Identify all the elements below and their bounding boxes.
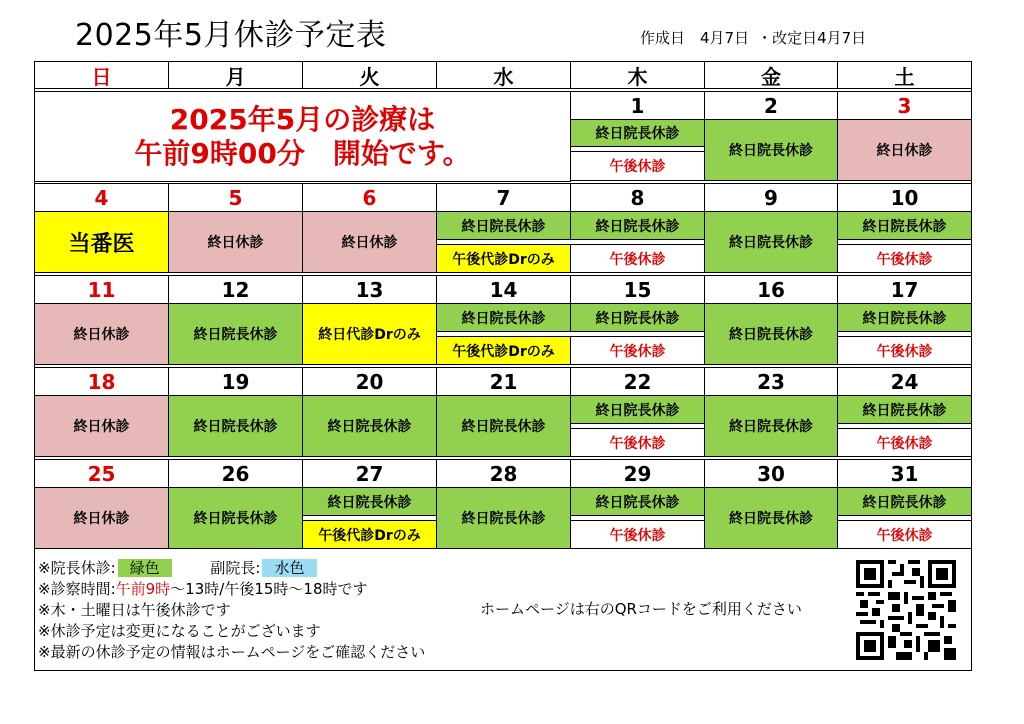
day-21-status: 終日院長休診 [436,395,571,457]
hours-prefix: ※診察時間: [38,580,116,598]
day-27-am: 終日院長休診 [302,487,437,516]
created-label: 作成日 4月7日 [640,29,750,47]
day-7-am: 終日院長休診 [436,211,571,240]
weekday-sat: 土 [837,61,972,89]
weekday-fri: 金 [704,61,838,89]
day-7-pm: 午後代診Drのみ [436,244,571,273]
homepage-note: ホームページは右のQRコードをご利用ください [480,600,802,618]
weekday-sun: 日 [34,61,169,89]
note-latest: ※最新の休診予定の情報はホームページをご確認ください [38,643,426,661]
day-3: 3 [837,91,972,120]
day-6: 6 [302,183,437,212]
day-14: 14 [436,275,571,304]
legend-vice-color: 水色 [262,559,316,577]
day-24-pm: 午後休診 [837,428,972,457]
day-23-status: 終日院長休診 [704,395,838,457]
hours-start: 午前9時 [115,580,171,598]
day-9-status: 終日院長休診 [704,211,838,273]
day-4: 4 [34,183,169,212]
legend-colors [38,559,317,577]
day-16: 16 [704,275,838,304]
day-11-status: 終日休診 [34,303,169,365]
day-12-status: 終日院長休診 [168,303,303,365]
legend-vice-label: 副院長: [210,559,261,577]
day-29: 29 [570,459,705,488]
day-13-status: 終日代診Drのみ [302,303,437,365]
day-5-status: 終日休診 [168,211,303,273]
day-7: 7 [436,183,571,212]
day-30: 30 [704,459,838,488]
qr-code-icon[interactable] [852,560,960,660]
note-change: ※休診予定は変更になることがございます [38,622,321,640]
day-15: 15 [570,275,705,304]
day-10: 10 [837,183,972,212]
day-5: 5 [168,183,303,212]
day-25-status: 終日休診 [34,487,169,549]
banner-line2: 午前9時00分 開始です。 [134,136,471,170]
day-26: 26 [168,459,303,488]
day-17-pm: 午後休診 [837,336,972,365]
day-20: 20 [302,367,437,396]
day-23: 23 [704,367,838,396]
day-8: 8 [570,183,705,212]
day-12: 12 [168,275,303,304]
legend-director-label: ※院長休診: [38,559,116,577]
weekday-mon: 月 [168,61,303,89]
weekday-tue: 火 [302,61,437,89]
day-18: 18 [34,367,169,396]
day-28-status: 終日院長休診 [436,487,571,549]
day-6-status: 終日休診 [302,211,437,273]
day-31: 31 [837,459,972,488]
day-17: 17 [837,275,972,304]
page-title: 2025年5月休診予定表 [75,18,387,53]
day-14-am: 終日院長休診 [436,303,571,332]
day-31-pm: 午後休診 [837,520,972,549]
day-24-am: 終日院長休診 [837,395,972,424]
legend-director-color: 緑色 [118,559,172,577]
day-25: 25 [34,459,169,488]
day-10-am: 終日院長休診 [837,211,972,240]
day-26-status: 終日院長休診 [168,487,303,549]
day-1-pm: 午後休診 [570,151,705,181]
day-24: 24 [837,367,972,396]
day-1: 1 [570,91,705,120]
day-22-pm: 午後休診 [570,428,705,457]
day-15-am: 終日院長休診 [570,303,705,332]
day-28: 28 [436,459,571,488]
banner-line1: 2025年5月の診療は [169,102,436,136]
day-4-status: 当番医 [34,211,169,273]
day-22-am: 終日院長休診 [570,395,705,424]
day-3-status: 終日休診 [837,119,972,181]
day-15-pm: 午後休診 [570,336,705,365]
day-8-am: 終日院長休診 [570,211,705,240]
created-date [640,28,866,48]
day-11: 11 [34,275,169,304]
day-1-am: 終日院長休診 [570,119,705,147]
revised-label: ・改定日4月7日 [757,29,867,47]
day-9: 9 [704,183,838,212]
day-29-am: 終日院長休診 [570,487,705,516]
day-19: 19 [168,367,303,396]
day-30-status: 終日院長休診 [704,487,838,549]
day-29-pm: 午後休診 [570,520,705,549]
weekday-wed: 水 [436,61,571,89]
day-19-status: 終日院長休診 [168,395,303,457]
day-2-status: 終日院長休診 [704,119,838,181]
hours-rest: ～13時/午後15時～18時です [170,580,368,598]
weekday-thu: 木 [570,61,705,89]
day-31-am: 終日院長休診 [837,487,972,516]
day-21: 21 [436,367,571,396]
day-22: 22 [570,367,705,396]
day-13: 13 [302,275,437,304]
opening-banner [34,91,571,182]
day-10-pm: 午後休診 [837,244,972,273]
note-thu-sat: ※木・土曜日は午後休診です [38,601,231,619]
day-27-pm: 午後代診Drのみ [302,520,437,549]
day-14-pm: 午後代診Drのみ [436,336,571,365]
day-18-status: 終日休診 [34,395,169,457]
day-16-status: 終日院長休診 [704,303,838,365]
legend-hours [38,580,368,598]
day-20-status: 終日院長休診 [302,395,437,457]
day-27: 27 [302,459,437,488]
day-8-pm: 午後休診 [570,244,705,273]
day-2: 2 [704,91,838,120]
day-17-am: 終日院長休診 [837,303,972,332]
